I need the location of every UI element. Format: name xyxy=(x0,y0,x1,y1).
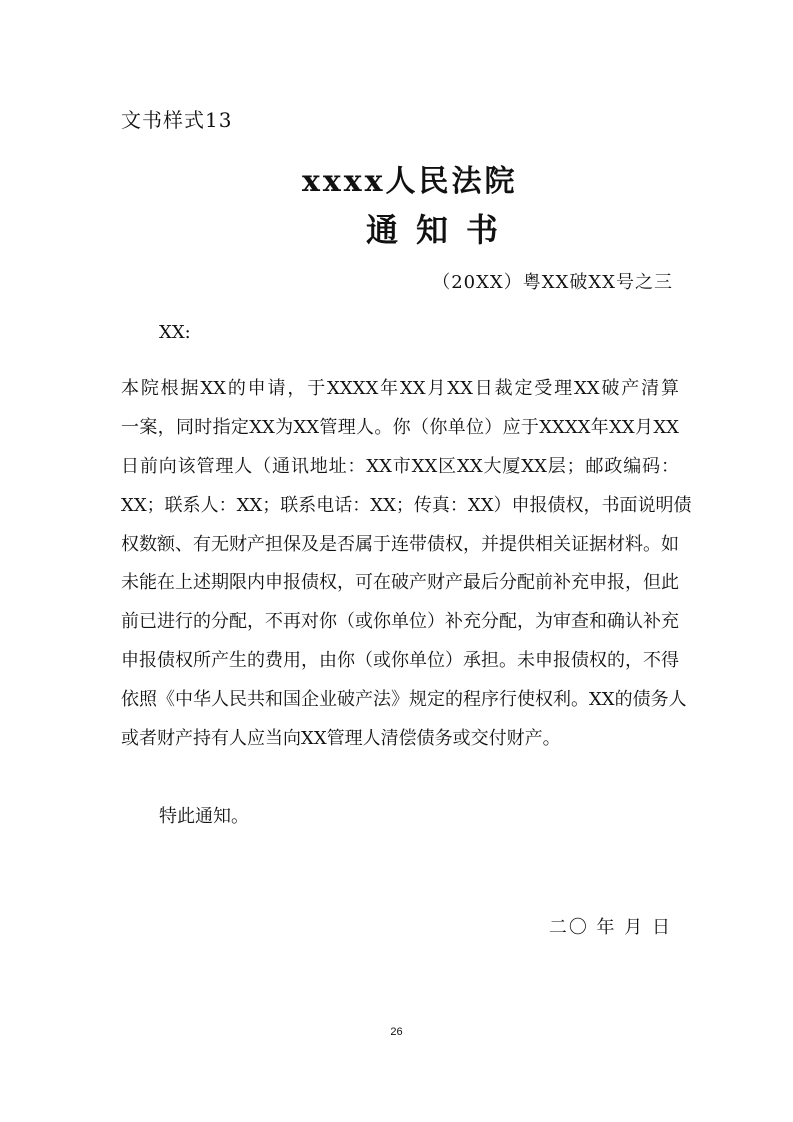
body-line: 一案，同时指定XX为XX管理人。你（你单位）应于XXXX年XX月XX xyxy=(121,416,679,438)
court-name: xxxx人民法院 xyxy=(302,164,518,199)
body-line: 申报债权所产生的费用，由你（或你单位）承担。未申报债权的，不得 xyxy=(121,650,679,672)
body-line: 未能在上述期限内申报债权，可在破产财产最后分配前补充申报，但此 xyxy=(121,572,679,594)
body-line: XX；联系人：XX；联系电话：XX；传真：XX）申报债权，书面说明债 xyxy=(121,494,692,516)
form-label: 文书样式13 xyxy=(121,108,233,132)
case-number: （20XX）粤XX破XX号之三 xyxy=(432,272,673,293)
body-paragraph xyxy=(121,370,692,759)
document-title: 通知书 xyxy=(366,211,517,249)
body-line: 日前向该管理人（通讯地址：XX市XX区XX大厦XX层；邮政编码： xyxy=(121,455,679,477)
body-line: 权数额、有无财产担保及是否属于连带债权，并提供相关证据材料。如 xyxy=(121,533,679,555)
addressee: XX: xyxy=(159,322,191,343)
body-line: 本院根据XX的申请，于XXXX年XX月XX日裁定受理XX破产清算 xyxy=(121,378,679,399)
closing-phrase: 特此通知。 xyxy=(159,806,249,827)
body-line: 前已进行的分配，不再对你（或你单位）补充分配，为审查和确认补充 xyxy=(121,611,679,633)
page-number: 26 xyxy=(390,1026,403,1038)
date-line: 二〇 年 月 日 xyxy=(548,917,672,938)
body-line: 或者财产持有人应当向XX管理人清偿债务或交付财产。 xyxy=(121,728,561,750)
body-line: 依照《中华人民共和国企业破产法》规定的程序行使权利。XX的债务人 xyxy=(121,689,687,711)
